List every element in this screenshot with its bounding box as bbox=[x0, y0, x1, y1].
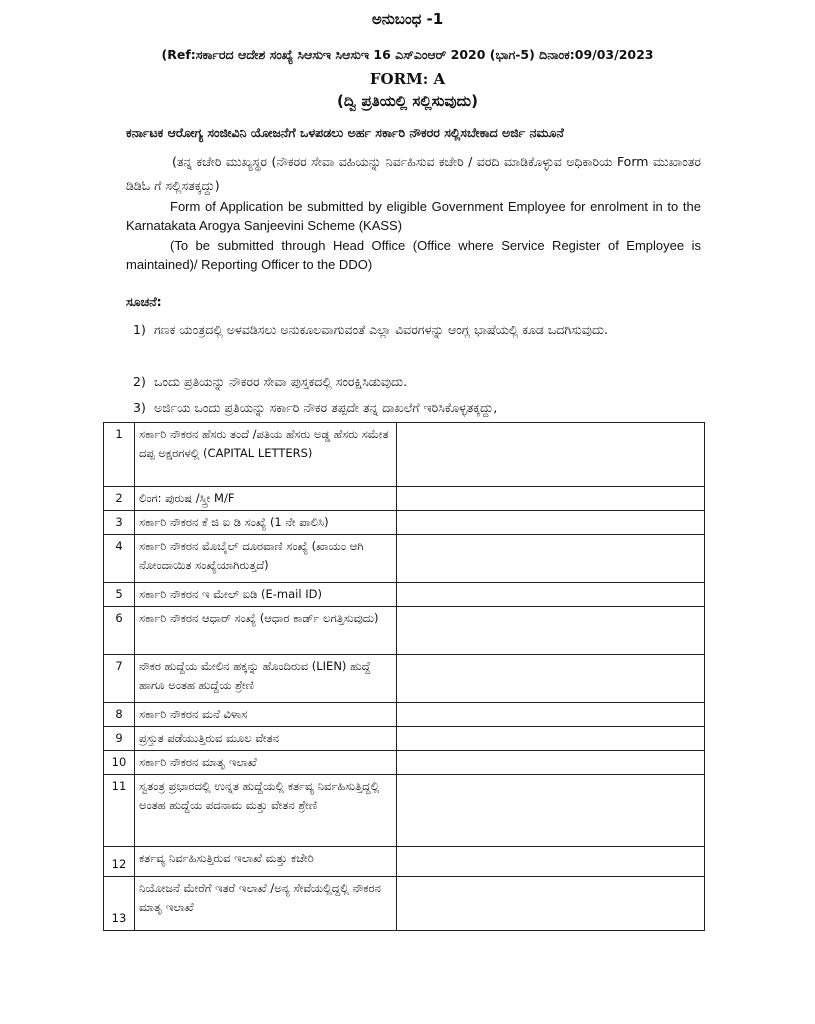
field-label: ನಿಯೋಜನೆ ಮೇರೆಗೆ ಇತರೆ ಇಲಾಖೆ /ಅನ್ಯ ಸೇವೆಯಲ್ಲಿದ್ದಲ್ಲಿ ನೌಕರನ ಮಾತೃ ಇಲಾಖೆ bbox=[135, 877, 397, 931]
table-row bbox=[104, 423, 705, 487]
note-number: 2) bbox=[133, 374, 146, 389]
field-label: ಲಿಂಗ: ಪುರುಷ /ಸ್ತ್ರೀ M/F bbox=[135, 487, 397, 511]
english-instruction-1: Form of Application be submitted by eligible Government Employee for enrolment in to the Karnatakata Arogya Sanjeevini Scheme (KASS) bbox=[126, 199, 701, 233]
field-value[interactable] bbox=[397, 423, 705, 487]
table-row bbox=[104, 877, 705, 931]
form-subject: ಕರ್ನಾಟಕ ಆರೋಗ್ಯ ಸಂಜೀವಿನಿ ಯೋಜನೆಗೆ ಒಳಪಡಲು ಅರ್ಹ ಸರ್ಕಾರಿ ನೌಕರರ ಸಲ್ಲಿಸಬೇಕಾದ ಅರ್ಜಿ ನಮೂನೆ bbox=[126, 125, 564, 140]
table-row bbox=[104, 703, 705, 727]
field-value[interactable] bbox=[397, 607, 705, 655]
form-title: FORM: A bbox=[369, 70, 446, 88]
field-value[interactable] bbox=[397, 775, 705, 847]
row-number: 8 bbox=[104, 703, 135, 727]
row-number: 5 bbox=[104, 583, 135, 607]
field-value[interactable] bbox=[397, 847, 705, 877]
field-label: ಪ್ರಸ್ತುತ ಪಡೆಯುತ್ತಿರುವ ಮೂಲ ವೇತನ bbox=[135, 727, 397, 751]
note-text: ಒಂದು ಪ್ರತಿಯನ್ನು ನೌಕರರ ಸೇವಾ ಪುಸ್ತಕದಲ್ಲಿ ಸಂರಕ್ಷಿಸಿಡುವುದು. bbox=[154, 374, 408, 389]
row-number: 7 bbox=[104, 655, 135, 703]
field-value[interactable] bbox=[397, 703, 705, 727]
field-label: ಸರ್ಕಾರಿ ನೌಕರನ ಮಾತೃ ಇಲಾಖೆ bbox=[135, 751, 397, 775]
row-number: 13 bbox=[104, 877, 135, 931]
row-number: 2 bbox=[104, 487, 135, 511]
english-instruction-2: (To be submitted through Head Office (Office where Service Register of Employee is maintained)/ Reporting Officer to the DDO) bbox=[126, 238, 701, 272]
row-number: 4 bbox=[104, 535, 135, 583]
field-label: ಸರ್ಕಾರಿ ನೌಕರನ ಇ ಮೇಲ್ ಐಡಿ (E-mail ID) bbox=[135, 583, 397, 607]
field-label: ಕರ್ತವ್ಯ ನಿರ್ವಹಿಸುತ್ತಿರುವ ಇಲಾಖೆ ಮತ್ತು ಕಚೇರಿ bbox=[135, 847, 397, 877]
table-row bbox=[104, 751, 705, 775]
note-text: ಅರ್ಜಿಯ ಒಂದು ಪ್ರತಿಯನ್ನು ಸರ್ಕಾರಿ ನೌಕರ ತಪ್ಪದೇ ತನ್ನ ದಾಖಲೆಗೆ ಇರಿಸಿಕೊಳ್ಳತಕ್ಕದ್ದು, bbox=[154, 400, 498, 415]
table-row bbox=[104, 583, 705, 607]
table-row bbox=[104, 535, 705, 583]
row-number: 12 bbox=[104, 847, 135, 877]
field-label: ಸರ್ಕಾರಿ ನೌಕರನ ಕೆ ಜಿ ಐ ಡಿ ಸಂಖ್ಯೆ (1 ನೇ ಪಾಲಿಸಿ) bbox=[135, 511, 397, 535]
duplicate-note: (ದ್ವಿ ಪ್ರತಿಯಲ್ಲಿ ಸಲ್ಲಿಸುವುದು) bbox=[337, 92, 478, 110]
row-number: 9 bbox=[104, 727, 135, 751]
row-number: 3 bbox=[104, 511, 135, 535]
row-number: 1 bbox=[104, 423, 135, 487]
field-label: ನೌಕರ ಹುದ್ದೆಯ ಮೇಲಿನ ಹಕ್ಕನ್ನು ಹೊಂದಿರುವ (LIEN) ಹುದ್ದೆ ಹಾಗೂ ಅಂತಹ ಹುದ್ದೆಯ ಶ್ರೇಣಿ bbox=[135, 655, 397, 703]
table-row bbox=[104, 655, 705, 703]
field-label: ಸರ್ಕಾರಿ ನೌಕರನ ಆಧಾರ್ ಸಂಖ್ಯೆ (ಆಧಾರ ಕಾರ್ಡ್ ಲಗತ್ತಿಸುವುದು) bbox=[135, 607, 397, 655]
field-value[interactable] bbox=[397, 751, 705, 775]
field-label: ಸರ್ಕಾರಿ ನೌಕರನ ಮನೆ ವಿಳಾಸ bbox=[135, 703, 397, 727]
row-number: 6 bbox=[104, 607, 135, 655]
field-value[interactable] bbox=[397, 655, 705, 703]
row-number: 11 bbox=[104, 775, 135, 847]
notes-heading: ಸೂಚನೆ: bbox=[126, 294, 162, 309]
field-label: ಸರ್ಕಾರಿ ನೌಕರನ ಮೊಬೈಲ್ ದೂರವಾಣಿ ಸಂಖ್ಯೆ (ಖಾಯಂ ಆಗಿ ನೋಂದಾಯಿತ ಸಂಖ್ಯೆಯಾಗಿರುತ್ತದೆ) bbox=[135, 535, 397, 583]
field-value[interactable] bbox=[397, 535, 705, 583]
field-value[interactable] bbox=[397, 583, 705, 607]
field-label: ಸರ್ಕಾರಿ ನೌಕರನ ಹೆಸರು ತಂದೆ /ಪತಿಯ ಹೆಸರು ಅಡ್ಡ ಹೆಸರು ಸಮೇತ ದಪ್ಪ ಅಕ್ಷರಗಳಲ್ಲಿ (CAPITAL LETTERS) bbox=[135, 423, 397, 487]
table-row bbox=[104, 847, 705, 877]
table-row bbox=[104, 487, 705, 511]
field-value[interactable] bbox=[397, 727, 705, 751]
row-number: 10 bbox=[104, 751, 135, 775]
field-value[interactable] bbox=[397, 511, 705, 535]
order-reference: (Ref:ಸರ್ಕಾರದ ಆದೇಶ ಸಂಖ್ಯೆ ಸಿಆಸುಇ ಸಿಆಸುಇ 16 ಎಸ್‌ಎಂಆರ್ 2020 (ಭಾಗ-5) ದಿನಾಂಕ:09/03/2023 bbox=[161, 47, 654, 62]
table-row bbox=[104, 775, 705, 847]
annexure-heading: ಅನುಬಂಧ -1 bbox=[371, 10, 444, 28]
note-text: ಗಣಕ ಯಂತ್ರದಲ್ಲಿ ಅಳವಡಿಸಲು ಅನುಕೂಲವಾಗುವಂತೆ ಎಲ್ಲಾ ವಿವರಗಳನ್ನು ಆಂಗ್ಲ ಭಾಷೆಯಲ್ಲಿ ಕೂಡ ಒದಗಿಸುವುದು. bbox=[154, 322, 608, 337]
note-number: 1) bbox=[133, 322, 146, 337]
kannada-instruction: (ತನ್ನ ಕಚೇರಿ ಮುಖ್ಯಸ್ಥರ (ನೌಕರರ ಸೇವಾ ವಹಿಯನ್ನು ನಿರ್ವಹಿಸುವ ಕಚೇರಿ / ವರದಿ ಮಾಡಿಕೊಳ್ಳುವ ಅಧಿಕಾರಿಯ Form ಮುಖಾಂತರ ಡಿಡಿಓ ಗೆ ಸಲ್ಲಿಸತಕ್ಕದ್ದು) bbox=[126, 154, 701, 193]
table-row bbox=[104, 727, 705, 751]
table-row bbox=[104, 607, 705, 655]
field-value[interactable] bbox=[397, 487, 705, 511]
field-value[interactable] bbox=[397, 877, 705, 931]
note-number: 3) bbox=[133, 400, 146, 415]
application-form-table bbox=[103, 422, 705, 931]
table-row bbox=[104, 511, 705, 535]
field-label: ಸ್ವತಂತ್ರ ಪ್ರಭಾರದಲ್ಲಿ ಉನ್ನತ ಹುದ್ದೆಯಲ್ಲಿ ಕರ್ತವ್ಯ ನಿರ್ವಹಿಸುತ್ತಿದ್ದಲ್ಲಿ ಅಂತಹ ಹುದ್ದೆಯ ಪದನಾಮ ಮತ್ತು ವೇತನ ಶ್ರೇಣಿ bbox=[135, 775, 397, 847]
